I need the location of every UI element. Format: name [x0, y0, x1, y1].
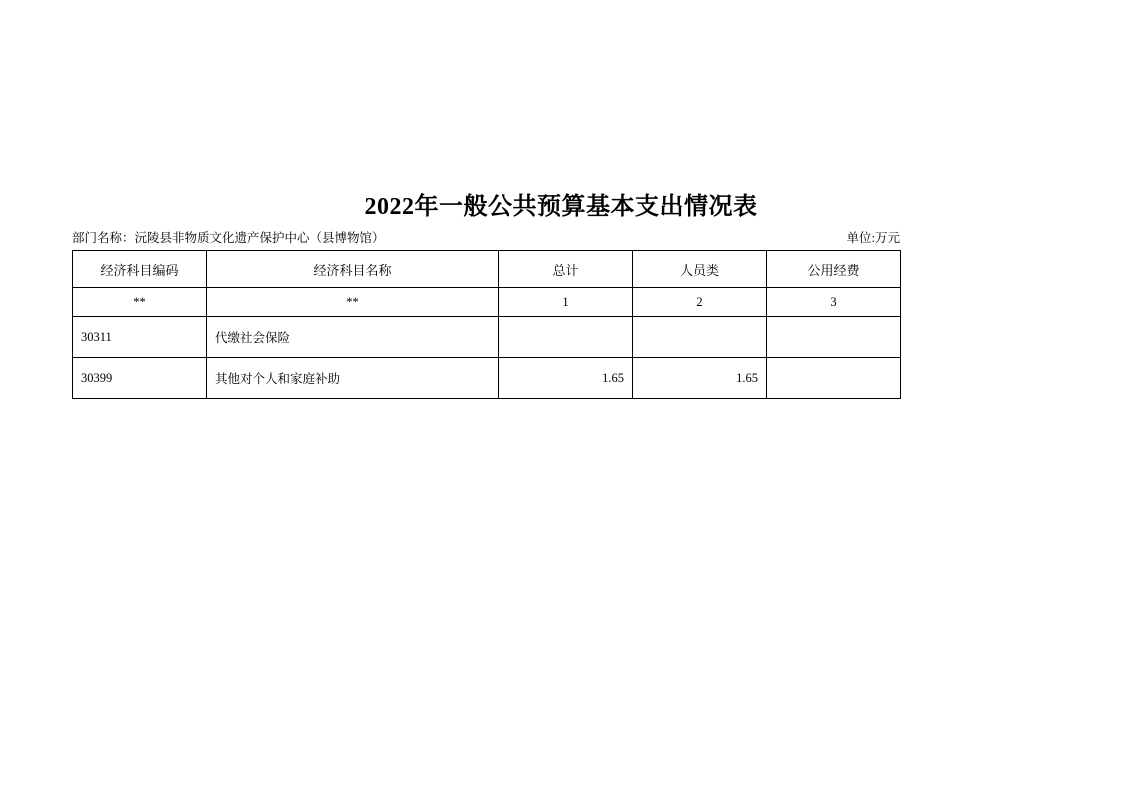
table-row: [73, 358, 901, 399]
page-title: 2022年一般公共预算基本支出情况表: [364, 194, 758, 220]
cell-public: [767, 317, 901, 358]
numbering-total: 1: [499, 288, 633, 317]
numbering-personnel: 2: [633, 288, 767, 317]
department-label: 部门名称：: [72, 231, 135, 245]
cell-code: 30311: [73, 317, 207, 358]
table-header-row: [73, 251, 901, 288]
cell-total: [499, 317, 633, 358]
column-header-total: 总计: [499, 251, 633, 288]
cell-code: 30399: [73, 358, 207, 399]
cell-personnel: 1.65: [633, 358, 767, 399]
column-header-personnel: 人员类: [633, 251, 767, 288]
budget-table: [72, 250, 901, 399]
cell-public: [767, 358, 901, 399]
table-body: [73, 288, 901, 399]
numbering-public: 3: [767, 288, 901, 317]
table-header: [73, 251, 901, 288]
department-name: 沅陵县非物质文化遗产保护中心（县博物馆）: [134, 231, 385, 245]
numbering-name: **: [207, 288, 499, 317]
cell-name: 代缴社会保险: [207, 317, 499, 358]
table-row: [73, 317, 901, 358]
cell-name: 其他对个人和家庭补助: [207, 358, 499, 399]
column-header-code: 经济科目编码: [73, 251, 207, 288]
cell-personnel: [633, 317, 767, 358]
cell-total: 1.65: [499, 358, 633, 399]
table-numbering-row: [73, 288, 901, 317]
unit-note: 单位:万元: [846, 231, 900, 245]
department-line: [72, 228, 385, 246]
column-header-name: 经济科目名称: [207, 251, 499, 288]
column-header-public: 公用经费: [767, 251, 901, 288]
numbering-code: **: [73, 288, 207, 317]
document-meta: [72, 228, 900, 246]
